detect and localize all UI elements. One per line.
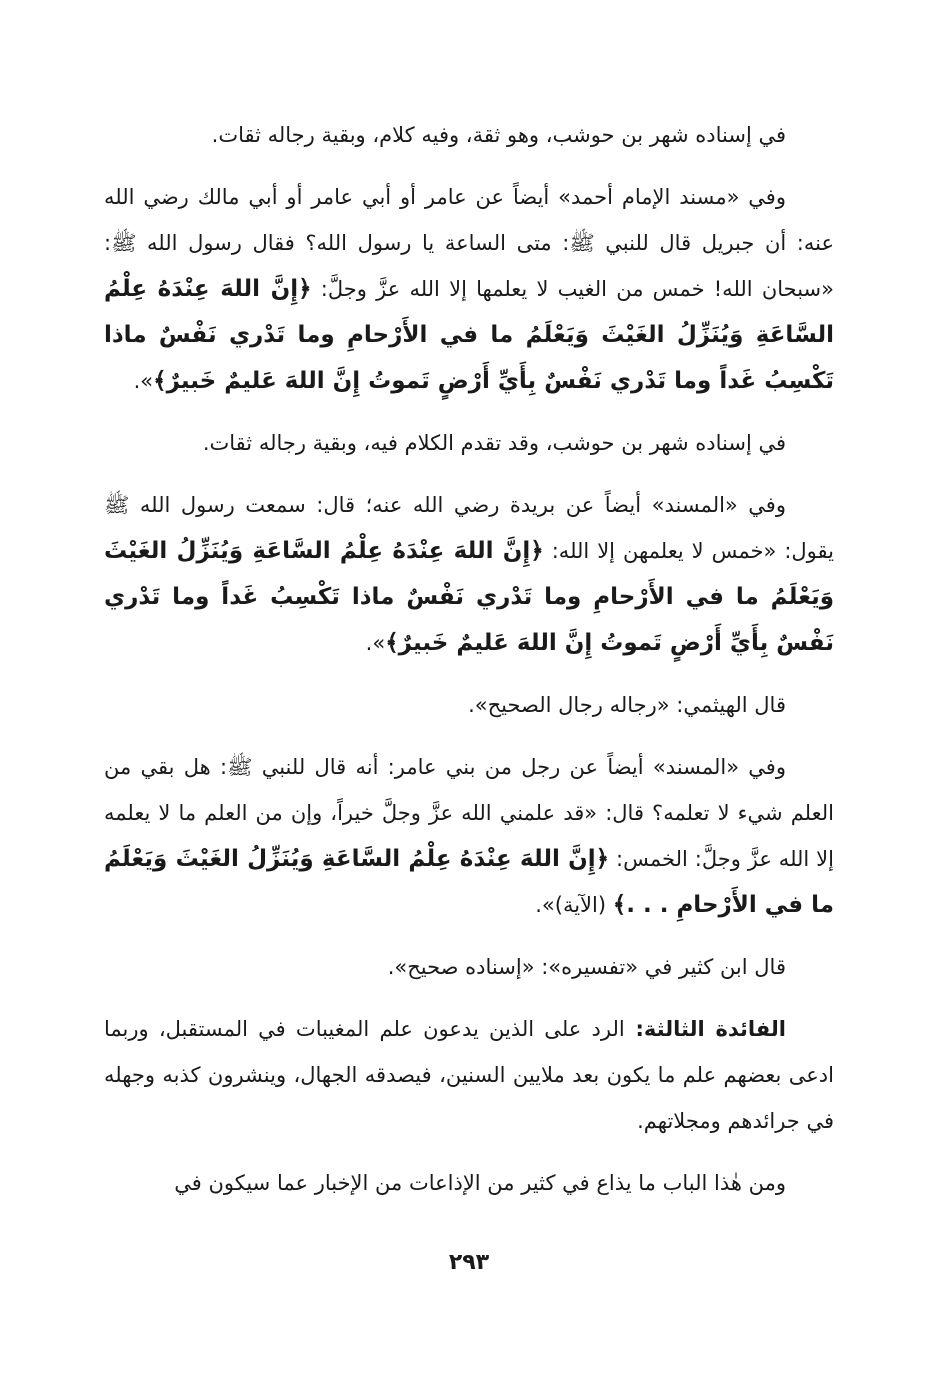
paragraph — [104, 1006, 834, 1144]
paragraph-text: الرد على الذين يدعون علم المغيبات في المستقبل، وربما ادعى بعضهم علم ما يكون بعد ملايين السنين، فيصدقه الجهال، وينشرون كذبه وجهله في جرائدهم ومجلاتهم. — [104, 1017, 834, 1133]
paragraph-text: ومن هٰذا الباب ما يذاع في كثير من الإذاعات من الإخبار عما سيكون في — [174, 1171, 786, 1195]
paragraph — [104, 1160, 834, 1206]
paragraph-text: قال الهيثمي: «رجاله رجال الصحيح». — [468, 693, 786, 717]
quran-verse: ﴿إِنَّ اللهَ عِنْدَهُ عِلْمُ السَّاعَةِ وَيُنَزِّلُ الغَيْثَ وَيَعْلَمُ ما في الأَرْحامِ وما تَدْري نَفْسٌ ماذا تَكْسِبُ غَداً وما تَدْري نَفْسٌ بِأَيِّ أَرْضٍ تَموتُ إِنَّ اللهَ عَليمٌ خَبيرٌ﴾ — [104, 538, 834, 656]
paragraph — [104, 174, 834, 404]
paragraph-text: في إسناده شهر بن حوشب، وقد تقدم الكلام فيه، وبقية رجاله ثقات. — [202, 431, 786, 455]
paragraph-text: وفي «المسند» أيضاً عن بريدة رضي الله عنه؛ قال: سمعت رسول الله ﷺ يقول: «خمس لا يعلمهن إلا الله: — [104, 493, 834, 563]
paragraph-text: ». — [365, 631, 386, 655]
paragraph-text: قال ابن كثير في «تفسيره»: «إسناده صحيح». — [387, 955, 786, 979]
paragraph — [104, 482, 834, 666]
paragraph-text: (الآية)». — [535, 893, 613, 917]
paragraph-text: ». — [133, 369, 154, 393]
paragraph-text: وفي «مسند الإمام أحمد» أيضاً عن عامر أو أبي عامر أو أبي مالك رضي الله عنه: أن جبريل قال للنبي ﷺ: متى الساعة يا رسول الله؟ فقال رسول الله ﷺ: «سبحان الله! خمس من الغيب لا يعلمها إلا الله عزَّ وجلَّ: — [104, 185, 834, 301]
paragraph — [104, 944, 834, 990]
page-number: ٢٩٣ — [448, 1250, 490, 1275]
paragraph — [104, 420, 834, 466]
section-heading: الفائدة الثالثة: — [624, 1017, 787, 1041]
paragraph-text: في إسناده شهر بن حوشب، وهو ثقة، وفيه كلام، وبقية رجاله ثقات. — [211, 123, 786, 147]
paragraph-text: وفي «المسند» أيضاً عن رجل من بني عامر: أنه قال للنبي ﷺ: هل بقي من العلم شيء لا تعلمه؟ قال: «قد علمني الله عزَّ وجلَّ خيراً، وإن من العلم ما لا يعلمه إلا الله عزَّ وجلَّ: الخمس: — [104, 755, 834, 871]
paragraph — [104, 682, 834, 728]
quran-verse: ﴿إِنَّ اللهَ عِنْدَهُ عِلْمُ السَّاعَةِ وَيُنَزِّلُ الغَيْثَ وَيَعْلَمُ ما في الأَرْحامِ . . .﴾ — [104, 846, 834, 918]
quran-verse: ﴿إِنَّ اللهَ عِنْدَهُ عِلْمُ السَّاعَةِ وَيُنَزِّلُ الغَيْثَ وَيَعْلَمُ ما في الأَرْحامِ وما تَدْري نَفْسٌ ماذا تَكْسِبُ غَداً وما تَدْري نَفْسٌ بِأَيِّ أَرْضٍ تَموتُ إِنَّ اللهَ عَليمٌ خَبيرٌ﴾ — [104, 276, 834, 394]
paragraph — [104, 744, 834, 928]
body-text — [104, 112, 834, 1206]
paragraph — [104, 112, 834, 158]
